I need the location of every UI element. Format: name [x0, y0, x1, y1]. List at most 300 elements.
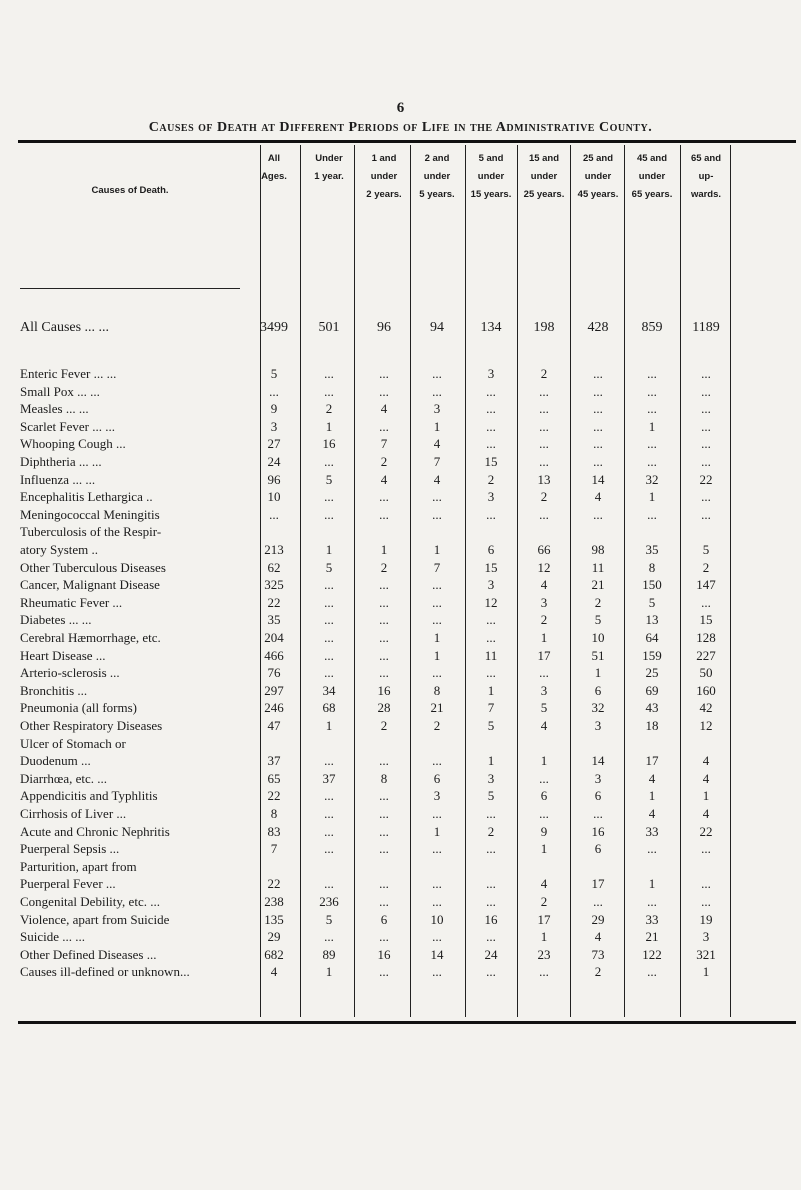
table-cell: ... [379, 841, 389, 857]
table-cell: ... [324, 506, 334, 522]
table-cell: 18 [645, 718, 659, 733]
table-cell: 2 [594, 594, 602, 610]
table-cell: ... [324, 841, 334, 857]
table-row [0, 648, 801, 665]
table-cell: 6 [594, 788, 602, 804]
table-cell: ... [379, 788, 389, 804]
cause-label: Other Tuberculous Diseases [20, 559, 166, 575]
cause-label: Diphtheria ... ... [20, 454, 102, 469]
table-cell: ... [432, 489, 442, 505]
table-cell: 13 [537, 471, 551, 487]
cause-label: Cirrhosis of Liver ... [20, 806, 127, 821]
table-cell: ... [539, 665, 549, 681]
table-row [0, 612, 801, 629]
table-cell: 135 [264, 911, 284, 927]
table-cell: 34 [322, 682, 336, 698]
table-cell: 1 [648, 788, 656, 804]
table-cell: 73 [591, 946, 605, 962]
column-header-line: 45 and [636, 153, 668, 164]
column-header-line: Under [315, 153, 343, 164]
table-row [0, 771, 801, 788]
table-cell: 22 [699, 471, 713, 487]
table-cell: ... [539, 383, 549, 399]
table-cell: ... [379, 894, 389, 909]
table-cell: 1 [540, 753, 548, 769]
table-cell: ... [539, 454, 549, 469]
table-cell: ... [324, 929, 334, 945]
table-cell: 246 [264, 700, 284, 716]
all-causes-cell: 198 [533, 320, 555, 335]
table-cell: ... [379, 753, 389, 769]
table-cell: 1 [325, 418, 333, 434]
table-row [0, 841, 801, 858]
column-header [465, 150, 517, 204]
table-cell: 2 [702, 559, 710, 575]
table-cell: 9 [270, 401, 278, 417]
cause-label: Tuberculosis of the Respir- [20, 524, 162, 540]
table-cell: ... [324, 454, 334, 469]
top-rule [18, 140, 796, 143]
table-cell: 21 [430, 700, 444, 716]
table-cell: 1 [702, 964, 710, 980]
table-cell: 50 [699, 665, 713, 681]
table-row [0, 577, 801, 594]
table-cell: 5 [487, 718, 495, 733]
cause-label: Appendicitis and Typhlitis [20, 788, 158, 804]
table-cell: 2 [380, 718, 388, 733]
table-cell: ... [539, 964, 549, 980]
table-cell: ... [593, 401, 603, 417]
table-cell: 1 [325, 542, 333, 557]
table-cell: ... [486, 964, 496, 980]
table-cell: 16 [377, 946, 391, 962]
table-cell: 65 [267, 770, 281, 786]
table-cell: ... [647, 841, 657, 857]
column-header-line: under [423, 171, 451, 182]
table-cell: ... [701, 418, 711, 434]
cause-label: Diarrhœa, etc. ... [20, 770, 107, 786]
cause-column-header: Causes of Death. [91, 185, 169, 196]
table-cell: ... [379, 577, 389, 593]
table-cell: 150 [642, 577, 662, 593]
table-cell: 13 [645, 612, 659, 628]
table-row [0, 665, 801, 682]
table-cell: 3 [487, 366, 495, 381]
cause-label: Cancer, Malignant Disease [20, 577, 160, 593]
table-cell: 16 [322, 436, 336, 452]
table-row [0, 630, 801, 647]
table-cell: ... [701, 506, 711, 522]
table-cell: 321 [696, 946, 716, 962]
table-cell: ... [379, 929, 389, 945]
cause-label: Enteric Fever ... ... [20, 366, 117, 381]
table-cell: ... [539, 806, 549, 821]
table-cell: 1 [433, 630, 441, 645]
table-cell: ... [379, 366, 389, 381]
table-cell: ... [324, 823, 334, 839]
table-cell: ... [701, 436, 711, 452]
table-cell: 2 [540, 366, 548, 381]
table-cell: 21 [591, 577, 605, 593]
table-row [0, 736, 801, 753]
table-cell: 2 [594, 964, 602, 980]
column-header [518, 150, 570, 204]
table-cell: ... [701, 454, 711, 469]
table-cell: 1 [325, 718, 333, 733]
table-cell: 35 [645, 542, 659, 557]
column-header-line: up- [698, 171, 714, 182]
table-cell: 22 [267, 788, 281, 804]
table-cell: 682 [264, 946, 284, 962]
table-cell: ... [432, 806, 442, 821]
table-cell: 7 [487, 700, 495, 716]
table-cell: 2 [487, 471, 495, 487]
table-cell: 14 [591, 471, 605, 487]
table-cell: ... [486, 630, 496, 645]
table-cell: 466 [264, 647, 284, 663]
table-cell: 238 [264, 894, 284, 909]
table-cell: ... [432, 929, 442, 945]
table-cell: 7 [433, 559, 441, 575]
table-cell: 10 [267, 489, 281, 505]
cause-label: Whooping Cough ... [20, 436, 126, 452]
table-cell: 37 [322, 770, 336, 786]
table-cell: 4 [380, 401, 388, 417]
table-cell: 128 [696, 630, 716, 645]
table-row [0, 454, 801, 471]
table-cell: 2 [380, 559, 388, 575]
table-cell: 15 [699, 612, 713, 628]
table-cell: ... [593, 454, 603, 469]
table-cell: ... [486, 894, 496, 909]
table-cell: 1 [433, 823, 441, 839]
table-cell: ... [432, 841, 442, 857]
table-cell: ... [647, 964, 657, 980]
column-header [303, 150, 355, 186]
cause-label: Arterio-sclerosis ... [20, 665, 120, 681]
table-cell: ... [379, 506, 389, 522]
table-cell: 89 [322, 946, 336, 962]
table-row [0, 788, 801, 805]
table-cell: 1 [487, 682, 495, 698]
table-cell: 1 [594, 665, 602, 681]
table-row [0, 912, 801, 929]
table-cell: ... [324, 876, 334, 892]
table-cell: ... [593, 806, 603, 821]
table-cell: ... [593, 436, 603, 452]
table-row [0, 419, 801, 436]
table-cell: 22 [267, 876, 281, 892]
column-header-line: 65 years. [631, 189, 673, 200]
table-cell: ... [324, 489, 334, 505]
column-header-line: 25 and [582, 153, 614, 164]
table-cell: 3 [702, 929, 710, 945]
table-cell: 22 [267, 594, 281, 610]
column-header-line: 2 years. [366, 189, 402, 200]
table-cell: ... [701, 401, 711, 417]
table-cell: 28 [377, 700, 391, 716]
table-cell: 29 [267, 929, 281, 945]
column-header-line: 45 years. [577, 189, 619, 200]
table-cell: ... [539, 401, 549, 417]
table-cell: 4 [270, 964, 278, 980]
table-cell: ... [701, 841, 711, 857]
table-cell: 83 [267, 823, 281, 839]
table-cell: ... [324, 665, 334, 681]
table-cell: 5 [648, 594, 656, 610]
table-cell: ... [269, 506, 279, 522]
column-header-line: under [530, 171, 558, 182]
table-row [0, 947, 801, 964]
all-causes-cell: 3499 [260, 320, 288, 335]
table-cell: 47 [267, 718, 281, 733]
table-cell: 213 [264, 542, 284, 557]
table-cell: 15 [484, 559, 498, 575]
table-cell: 16 [591, 823, 605, 839]
table-cell: 17 [537, 911, 551, 927]
table-cell: ... [647, 454, 657, 469]
table-row [0, 489, 801, 506]
table-cell: 3 [433, 788, 441, 804]
table-cell: ... [432, 594, 442, 610]
cause-label: Encephalitis Lethargica .. [20, 489, 153, 505]
column-header-line: Ages. [261, 171, 287, 182]
table-cell: ... [379, 418, 389, 434]
table-cell: 3 [594, 718, 602, 733]
cause-label: Suicide ... ... [20, 929, 85, 945]
table-cell: ... [486, 506, 496, 522]
table-cell: 1 [487, 753, 495, 769]
table-cell: ... [701, 366, 711, 381]
table-row [0, 384, 801, 401]
table-cell: ... [432, 964, 442, 980]
table-cell: ... [432, 366, 442, 381]
cause-label: Bronchitis ... [20, 682, 88, 698]
table-cell: 6 [433, 770, 441, 786]
table-cell: ... [486, 665, 496, 681]
table-cell: ... [647, 894, 657, 909]
table-cell: 5 [325, 471, 333, 487]
table-cell: ... [593, 418, 603, 434]
table-cell: 62 [267, 559, 281, 575]
table-cell: ... [432, 894, 442, 909]
column-header-line: 15 and [528, 153, 560, 164]
table-cell: 4 [702, 753, 710, 769]
bottom-rule [18, 1021, 796, 1024]
cause-label: Cerebral Hæmorrhage, etc. [20, 630, 161, 645]
table-cell: 5 [270, 366, 278, 381]
table-row [0, 542, 801, 559]
table-cell: 3 [594, 770, 602, 786]
column-header-line: 65 and [690, 153, 722, 164]
column-header-line: 2 and [424, 153, 450, 164]
column-header [572, 150, 624, 204]
table-cell: 4 [540, 876, 548, 892]
cause-label: Ulcer of Stomach or [20, 735, 126, 751]
table-cell: 6 [380, 911, 388, 927]
table-cell: 4 [648, 806, 656, 821]
table-row [0, 700, 801, 717]
cause-label: Puerperal Fever ... [20, 876, 116, 892]
table-cell: ... [647, 401, 657, 417]
table-cell: 3 [487, 577, 495, 593]
table-cell: 3 [540, 682, 548, 698]
table-cell: 5 [594, 612, 602, 628]
table-cell: ... [324, 753, 334, 769]
table-cell: ... [324, 383, 334, 399]
table-cell: ... [432, 506, 442, 522]
table-cell: 2 [540, 489, 548, 505]
table-cell: 4 [380, 471, 388, 487]
table-cell: 160 [696, 682, 716, 698]
page-number: 6 [396, 100, 405, 116]
table-cell: 147 [696, 577, 716, 593]
table-cell: 1 [380, 542, 388, 557]
column-header [680, 150, 732, 204]
table-cell: ... [324, 577, 334, 593]
cause-label: Other Defined Diseases ... [20, 946, 157, 962]
table-row [0, 876, 801, 893]
table-cell: ... [379, 876, 389, 892]
table-cell: 24 [267, 454, 281, 469]
column-header-line: All [267, 153, 281, 164]
table-cell: ... [324, 647, 334, 663]
table-cell: 42 [699, 700, 713, 716]
table-cell: ... [647, 436, 657, 452]
table-cell: ... [379, 489, 389, 505]
table-cell: ... [324, 630, 334, 645]
table-row [0, 964, 801, 981]
cause-label: Duodenum ... [20, 753, 91, 769]
table-cell: 1 [648, 418, 656, 434]
table-cell: 64 [645, 630, 659, 645]
table-cell: 19 [699, 911, 713, 927]
column-header-line: under [477, 171, 505, 182]
table-row [0, 472, 801, 489]
table-cell: ... [593, 366, 603, 381]
table-cell: 159 [642, 647, 662, 663]
table-cell: ... [379, 665, 389, 681]
column-header-line: 25 years. [523, 189, 565, 200]
table-cell: ... [486, 876, 496, 892]
table-cell: 4 [540, 577, 548, 593]
table-cell: 10 [591, 630, 605, 645]
all-causes-cell: 859 [641, 320, 663, 335]
table-cell: 5 [325, 911, 333, 927]
table-cell: 16 [484, 911, 498, 927]
cause-label: Congenital Debility, etc. ... [20, 894, 160, 909]
table-cell: ... [701, 876, 711, 892]
table-cell: 43 [645, 700, 659, 716]
table-cell: 96 [267, 471, 281, 487]
table-cell: 4 [540, 718, 548, 733]
cause-label: Parturition, apart from [20, 858, 137, 874]
table-cell: ... [593, 894, 603, 909]
table-cell: ... [324, 612, 334, 628]
column-header [358, 150, 410, 204]
table-cell: 16 [377, 682, 391, 698]
table-row [0, 524, 801, 541]
table-cell: 51 [591, 647, 605, 663]
table-cell: ... [432, 612, 442, 628]
table-cell: 1 [648, 489, 656, 505]
table-cell: ... [324, 594, 334, 610]
table-cell: ... [379, 594, 389, 610]
table-row [0, 507, 801, 524]
table-cell: 3 [487, 770, 495, 786]
table-cell: ... [269, 383, 279, 399]
table-cell: 14 [591, 753, 605, 769]
table-cell: 1 [433, 647, 441, 663]
table-cell: 32 [645, 471, 659, 487]
table-cell: ... [432, 753, 442, 769]
table-cell: 14 [430, 946, 444, 962]
table-cell: 15 [484, 454, 498, 469]
all-causes-cell: 94 [430, 320, 444, 335]
table-cell: 33 [645, 911, 659, 927]
table-cell: 3 [270, 418, 278, 434]
table-cell: 122 [642, 946, 662, 962]
table-cell: 8 [270, 806, 278, 821]
table-cell: ... [324, 366, 334, 381]
table-cell: ... [432, 383, 442, 399]
table-row [0, 401, 801, 418]
all-causes-cell: 134 [480, 320, 502, 335]
table-cell: 325 [264, 577, 284, 593]
table-cell: 69 [645, 682, 659, 698]
table-cell: ... [486, 612, 496, 628]
cause-label: Causes ill-defined or unknown... [20, 964, 190, 980]
table-cell: ... [379, 647, 389, 663]
table-cell: 227 [696, 647, 716, 663]
table-cell: ... [379, 964, 389, 980]
table-cell: 37 [267, 753, 281, 769]
table-cell: 1 [648, 876, 656, 892]
table-cell: 8 [648, 559, 656, 575]
table-cell: 2 [540, 612, 548, 628]
table-cell: 4 [433, 436, 441, 452]
all-causes-label: All Causes ... ... [20, 320, 110, 335]
column-header [248, 150, 300, 186]
column-header-line: 1 year. [314, 171, 344, 182]
table-cell: ... [647, 366, 657, 381]
table-cell: ... [324, 788, 334, 804]
table-cell: ... [701, 383, 711, 399]
table-cell: 1 [540, 630, 548, 645]
cause-label: Diabetes ... ... [20, 612, 92, 628]
table-cell: 17 [537, 647, 551, 663]
cause-label: Pneumonia (all forms) [20, 700, 137, 716]
table-cell: ... [486, 436, 496, 452]
column-header-line: 5 years. [419, 189, 455, 200]
table-cell: 3 [540, 594, 548, 610]
table-cell: ... [486, 841, 496, 857]
table-cell: 1 [433, 542, 441, 557]
table-cell: ... [539, 418, 549, 434]
table-cell: 9 [540, 823, 548, 839]
cause-label: Scarlet Fever ... ... [20, 418, 115, 434]
table-row [0, 894, 801, 911]
table-row [0, 436, 801, 453]
table-cell: ... [647, 506, 657, 522]
all-causes-cell: 501 [318, 320, 340, 335]
cause-label: Acute and Chronic Nephritis [20, 823, 170, 839]
table-cell: 204 [264, 630, 284, 645]
table-cell: ... [486, 929, 496, 945]
table-cell: 2 [487, 823, 495, 839]
table-cell: 8 [433, 682, 441, 698]
page-title: Causes of Death at Different Periods of Life in the Administrative County. [148, 120, 653, 135]
